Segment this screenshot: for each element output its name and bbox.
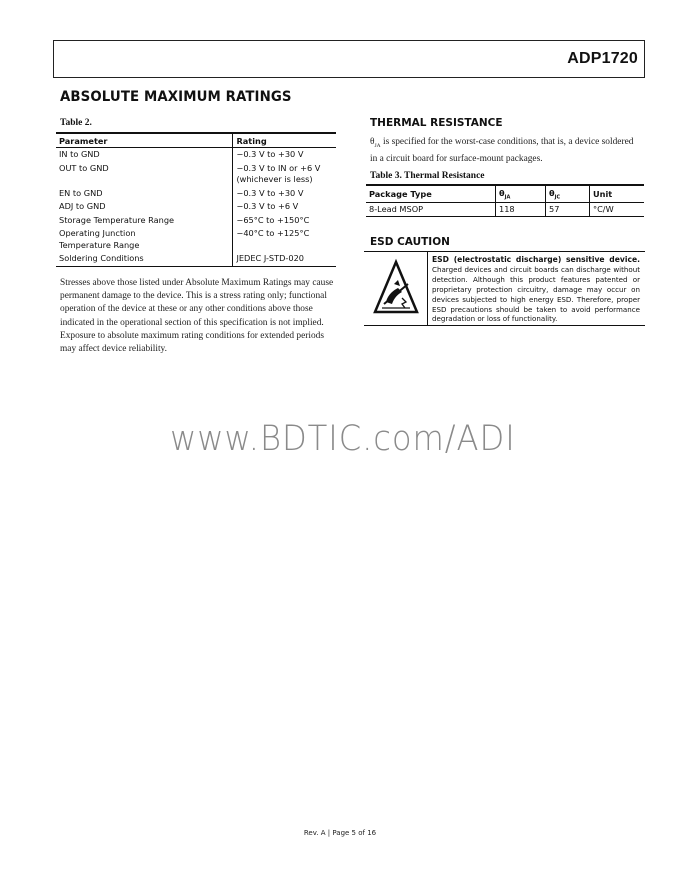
header-box [53,40,645,78]
thermal-table [366,184,644,217]
theta-subscript: JA [374,142,381,149]
theta-symbol: θ [370,137,375,147]
table-row [56,227,336,252]
parameter-cell: OUT to GND [56,162,233,187]
column-header-unit: Unit [590,185,645,202]
rating-cell: −0.3 V to +30 V [236,187,304,198]
theta-ja-cell: 118 [496,202,546,217]
section-title-esd: ESD CAUTION [370,236,450,248]
column-header-theta-jc [546,185,590,202]
table-row [56,200,336,214]
ja-subscript: JA [504,194,511,201]
parameter-cell: IN to GND [56,148,233,162]
parameter-cell: Soldering Conditions [56,252,233,266]
rating-cell: −0.3 V to IN or +6 V (whichever is less) [236,162,321,184]
parameter-cell: EN to GND [56,187,233,201]
theta-symbol: θ [549,188,555,198]
esd-warning-icon [372,258,420,318]
part-number: ADP1720 [567,50,638,67]
package-cell: 8-Lead MSOP [366,202,496,217]
section-title-thermal: THERMAL RESISTANCE [370,117,503,129]
column-header-package: Package Type [366,185,496,202]
parameter-cell: Storage Temperature Range [56,214,233,228]
parameter-cell: Operating Junction Temperature Range [56,227,233,252]
column-header-theta-ja [496,185,546,202]
rating-cell: −40°C to +125°C [236,228,310,238]
parameter-cell: ADJ to GND [56,200,233,214]
table-3-caption: Table 3. Thermal Resistance [370,171,485,181]
page-footer: Rev. A | Page 5 of 16 [303,829,377,837]
thermal-text: is specified for the worst-case conditions, that is, a device soldered in a circuit board for surface-mount packages. [370,137,634,165]
table-row [56,187,336,201]
column-header-rating: Rating [233,133,336,148]
watermark: www.BDTIC.com/ADI [170,419,516,459]
theta-jc-cell: 57 [546,202,590,217]
thermal-description [370,136,640,166]
esd-divider [427,252,428,325]
unit-cell: °C/W [593,203,614,214]
table-row [56,252,336,266]
esd-caution-box [364,251,645,326]
abs-max-note: Stresses above those listed under Absolute Maximum Ratings may cause permanent damage to the device. This is a stress rating only; functional operation of the device at these or any other conditions above those indicated in the operational section of this specification is not implied. Exposure to absolute maximum rating conditions for extended periods may affect device reliability. [60,278,334,355]
rating-cell: −0.3 V to +6 V [236,201,299,211]
abs-max-table [56,132,336,267]
table-2-caption: Table 2. [60,118,92,128]
esd-lead: ESD (electrostatic discharge) sensitive device. [432,255,640,264]
section-title-abs-max: ABSOLUTE MAXIMUM RATINGS [60,89,292,105]
table-row [56,214,336,228]
rating-cell: JEDEC J-STD-020 [236,253,305,263]
theta-symbol: θ [499,188,505,198]
jc-subscript: JC [554,194,561,201]
esd-caution-text [432,255,640,324]
esd-body: Charged devices and circuit boards can discharge without detection. Although this product features patented or proprietary protection circuitry, damage may occur on devices subjected to high energy ESD. Therefore, proper ESD precautions should be taken to avoid performance degradation or loss of functionality. [432,264,640,324]
rating-cell: −65°C to +150°C [236,214,310,225]
table-row [56,148,336,162]
rating-cell: −0.3 V to +30 V [236,149,304,159]
table-row [366,202,644,217]
table-row [56,162,336,187]
column-header-parameter: Parameter [56,133,233,148]
